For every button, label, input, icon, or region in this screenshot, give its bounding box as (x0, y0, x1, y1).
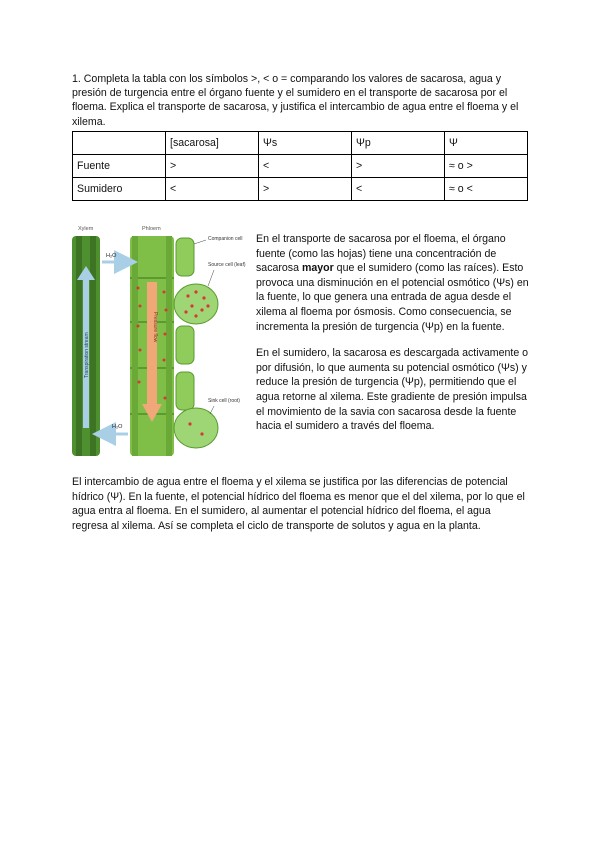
xylem-label: Xylem (78, 226, 94, 232)
water-arrow-top (102, 253, 126, 262)
conclusion-paragraph: El intercambio de agua entre el floema y el xilema se justifica por las diferencias de potencial hídrico (Ψ). En la fuente, el potencial hídrico del floema es menor que el del xilema, por lo que el agua entra al floema. En el sumidero, al aumentar el potencial hídrico del floema, el agua regresa al xilema. Así se completa el ciclo de transporte de solutos y agua en la planta. (72, 476, 525, 532)
question-text: 1. Completa la tabla con los símbolos >, < o = comparando los valores de sacarosa, agua y presión de turgencia entre el órgano fuente y el sumidero en el transporte de sacarosa por el floema. Explica el transporte de sacarosa, y justifica el intercambio de agua entre el floema y el xilema. (72, 73, 519, 128)
table-row (73, 155, 528, 178)
table-row (73, 178, 528, 201)
comparison-table (72, 131, 528, 201)
paragraph-source: En el transporte de sacarosa por el floema, el órgano fuente (como las hojas) tiene una concentración de sacarosa mayor que el sumidero (como las raíces). Esto provoca una disminución en el potencial osmótico (Ψs) en la fuente, lo que genera una entrada de agua desde el xilema al floema por ósmosis. Como consecuencia, se incrementa la presión de turgencia (Ψp) en la fuente. (256, 233, 529, 333)
table-cell: Fuente (73, 155, 166, 178)
phloem-label: Phloem (142, 226, 161, 232)
table-cell: > (166, 155, 259, 178)
table-header-cell: Ψp (352, 132, 445, 155)
table-cell: < (166, 178, 259, 201)
h2o-label-bottom: H₂O (112, 424, 123, 430)
phloem-transport-diagram (68, 222, 252, 458)
table-cell: < (259, 155, 352, 178)
table-cell: ≈ o > (445, 155, 528, 178)
source-cell (174, 284, 218, 324)
table-cell: < (352, 178, 445, 201)
table-cell: > (259, 178, 352, 201)
companion-cell-label: Companion cell (208, 236, 243, 242)
sink-cell-label: Sink cell (root) (208, 398, 240, 404)
emphasis-mayor: mayor (301, 262, 334, 275)
callouts (194, 236, 246, 414)
table-header-cell (73, 132, 166, 155)
table-header-cell: [sacarosa] (166, 132, 259, 155)
transpiration-label: Transpiration stream (84, 332, 90, 378)
pressure-flow-label: Pressure flow (152, 312, 158, 343)
water-arrow-bottom (104, 424, 128, 434)
paragraph-sink: En el sumidero, la sacarosa es descargada activamente o por difusión, lo que aumenta su potencial osmótico (Ψs) y reduce la presión de turgencia (Ψp), permitiendo que el agua retorne al xilema. Este gradiente de presión impulsa el movimiento de la savia con sacarosa desde la fuente hacia el sumidero a través del floema. (256, 347, 529, 433)
table-cell: ≈ o < (445, 178, 528, 201)
h2o-label-top: H₂O (106, 253, 117, 259)
explanation-text (256, 232, 534, 446)
sink-cell (174, 408, 218, 448)
table-header-cell: Ψ (445, 132, 528, 155)
source-cell-label: Source cell (leaf) (208, 262, 246, 268)
table-header-cell: Ψs (259, 132, 352, 155)
table-header-row (73, 132, 528, 155)
table-cell: Sumidero (73, 178, 166, 201)
table-cell: > (352, 155, 445, 178)
